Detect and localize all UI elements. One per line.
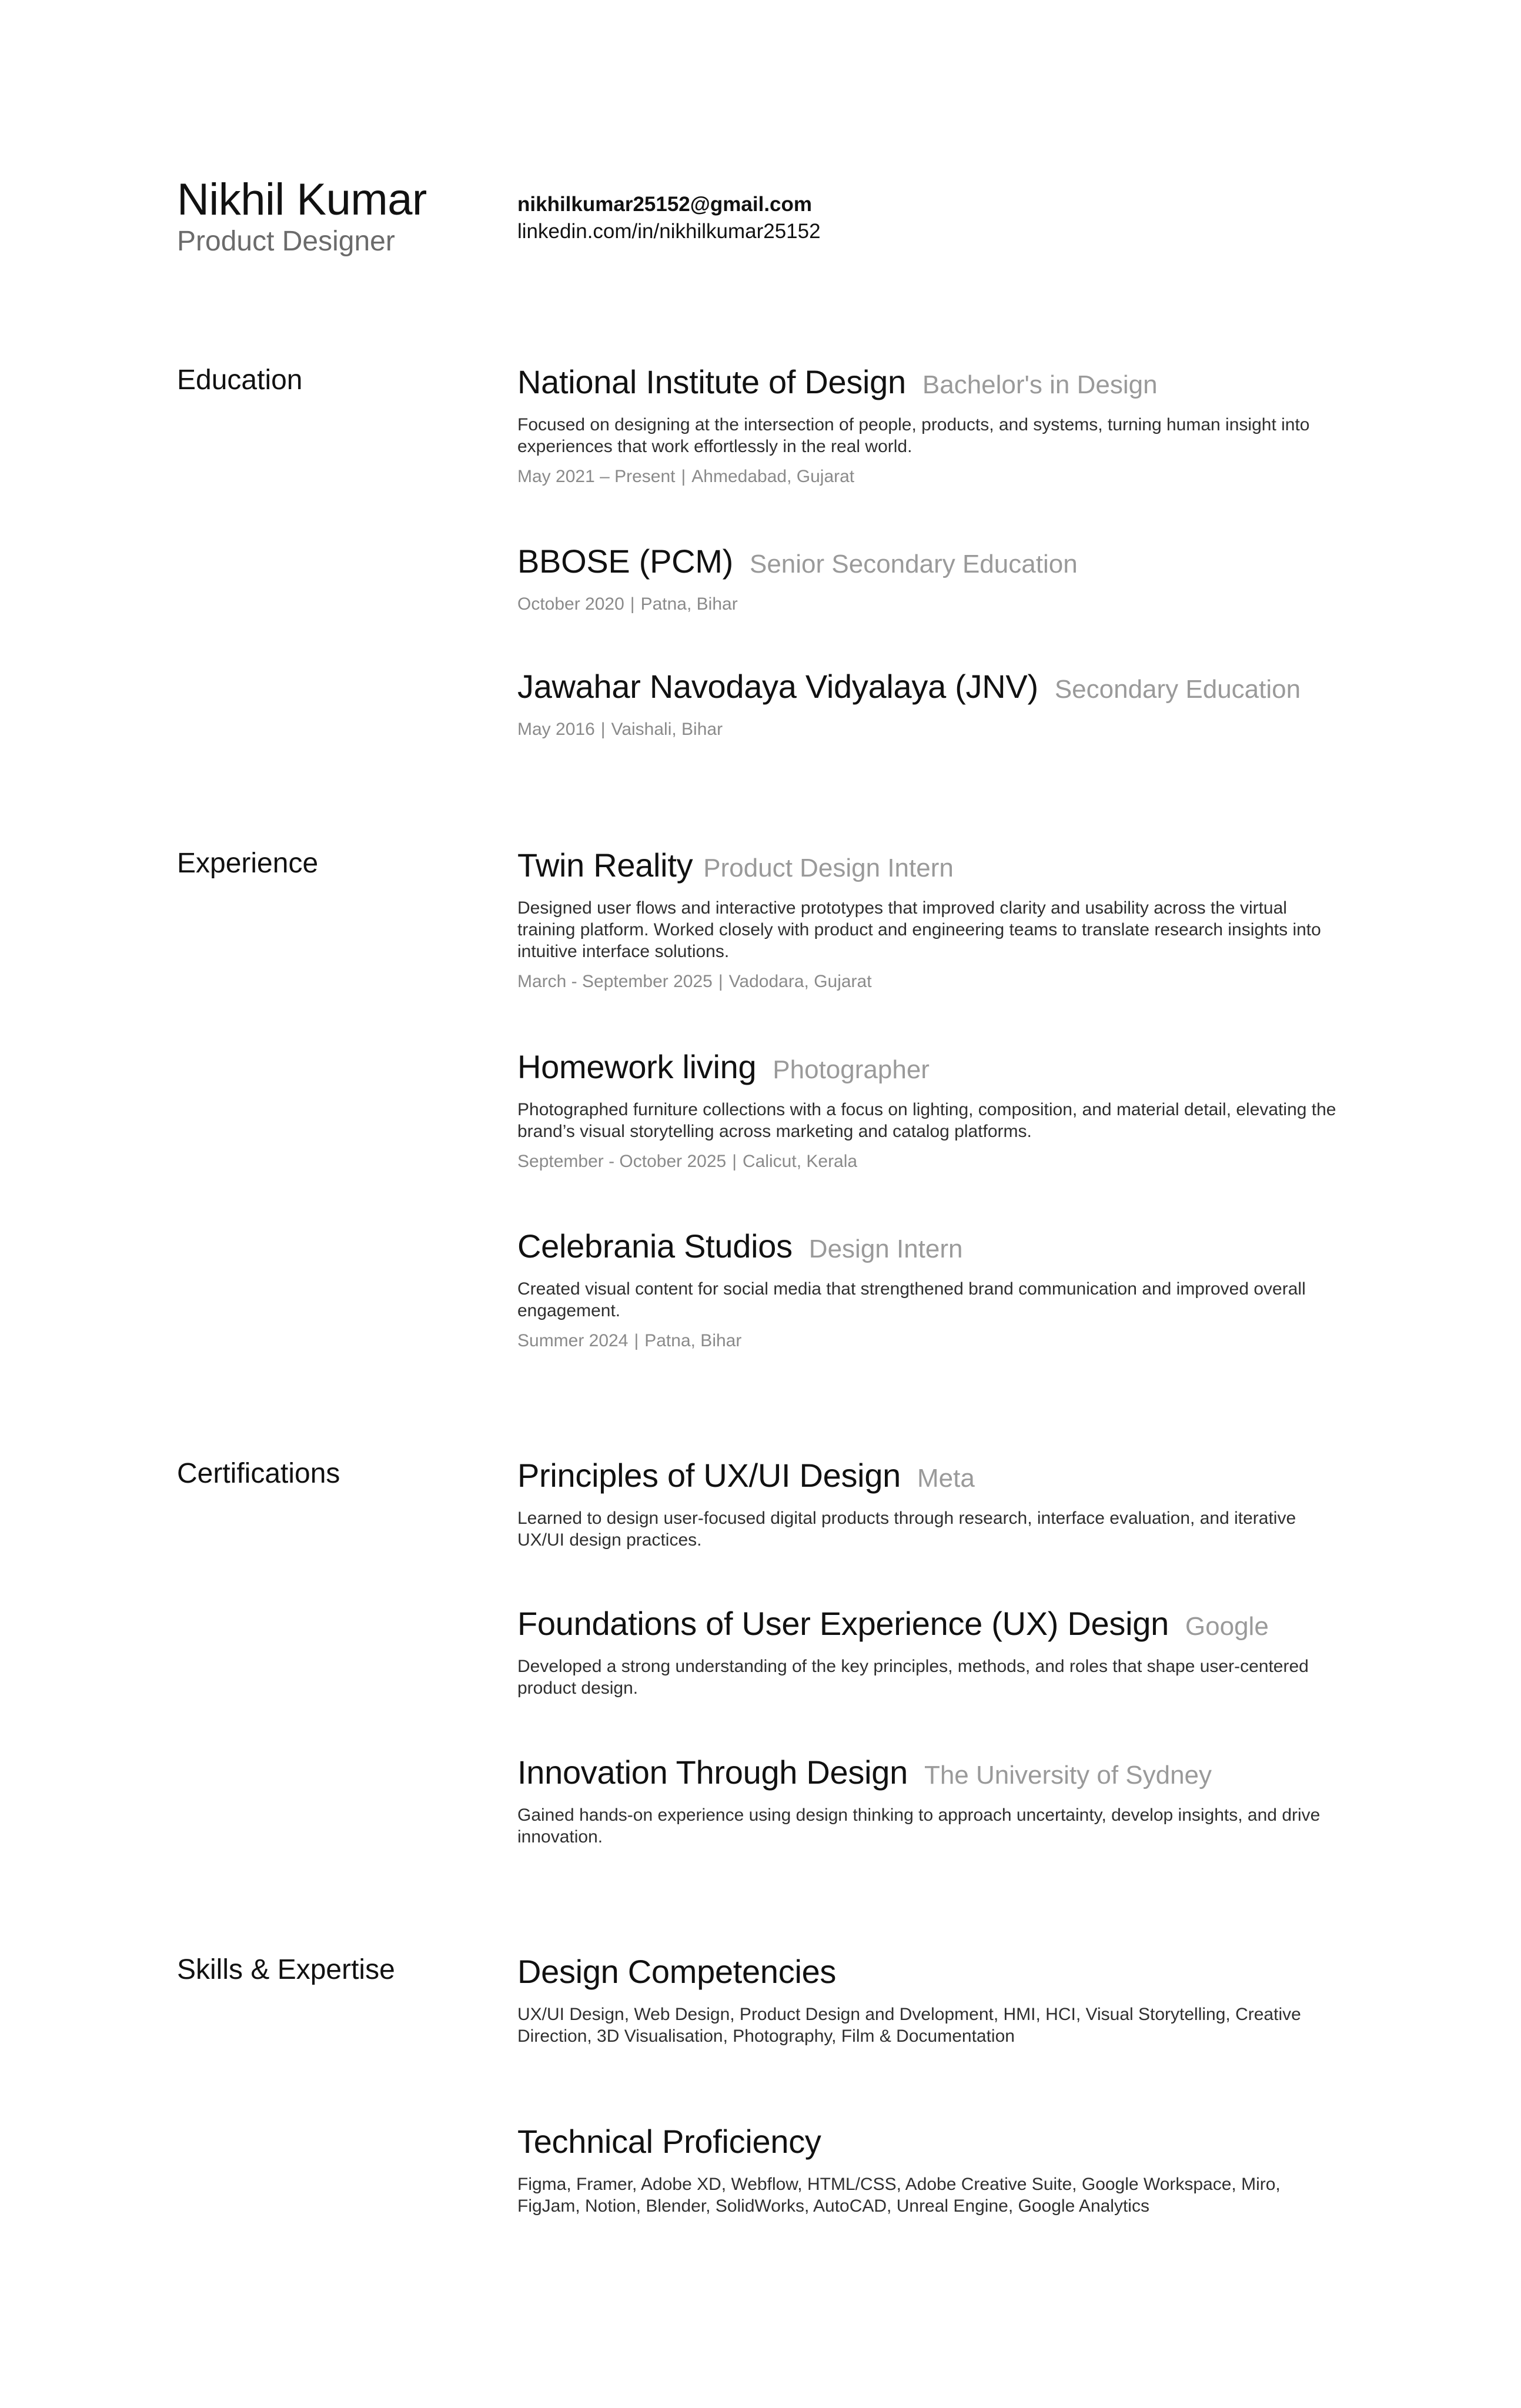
entry-subtitle: Senior Secondary Education: [749, 550, 1078, 578]
entry-description: Developed a strong understanding of the key principles, methods, and roles that shape user-centered product design.: [517, 1657, 1309, 1698]
entry-date: Summer 2024: [517, 1331, 629, 1351]
entry-description: Figma, Framer, Adobe XD, Webflow, HTML/CSS, Adobe Creative Suite, Google Workspace, Miro, FigJam, Notion, Blender, SolidWorks, AutoCAD, Unreal Engine, Google Analytics: [517, 2175, 1281, 2216]
certification-entry: [517, 1457, 1346, 1551]
entry-location: Patna, Bihar: [644, 1331, 742, 1351]
entry-subtitle: Secondary Education: [1054, 675, 1301, 704]
experience-entry: [517, 1048, 1346, 1172]
contact-block: [517, 191, 821, 245]
certification-entry: [517, 1605, 1346, 1699]
entry-subtitle: Google: [1185, 1612, 1269, 1641]
entry-subtitle: Photographer: [773, 1055, 930, 1084]
entry-subtitle: Product Design Intern: [703, 854, 954, 882]
entry-subtitle: Bachelor's in Design: [922, 370, 1158, 399]
entry-description: Gained hands-on experience using design thinking to approach uncertainty, develop insights, and drive innovation.: [517, 1805, 1321, 1847]
certification-entry: [517, 1754, 1346, 1848]
entry-title: Foundations of User Experience (UX) Design: [517, 1605, 1169, 1642]
entry-title: BBOSE (PCM): [517, 543, 733, 580]
entry-description: Created visual content for social media that strengthened brand communication and improved overall engagement.: [517, 1279, 1306, 1321]
email-link[interactable]: nikhilkumar25152@gmail.com: [517, 193, 813, 216]
entry-date: October 2020: [517, 594, 624, 614]
section-label-experience: Experience: [177, 848, 319, 879]
education-entry: [517, 363, 1346, 487]
entry-description: Learned to design user-focused digital products through research, interface evaluation, and iterative UX/UI design practices.: [517, 1509, 1296, 1550]
entry-description: UX/UI Design, Web Design, Product Design and Dvelopment, HMI, HCI, Visual Storytelling, Creative Direction, 3D Visualisation, Photography, Film & Documentation: [517, 2005, 1301, 2046]
section-label-certifications: Certifications: [177, 1458, 340, 1489]
entry-location: Patna, Bihar: [640, 594, 738, 614]
entry-description: Designed user flows and interactive prototypes that improved clarity and usability across the virtual training platform. Worked closely with product and engineering teams to translate research insights into intuitive interface solutions.: [517, 898, 1321, 962]
entry-meta: May 2016 | Vaishali, Bihar: [517, 720, 723, 740]
entry-title: Homework living: [517, 1048, 757, 1085]
entry-title: Design Competencies: [517, 1953, 837, 1990]
entry-title: Celebrania Studios: [517, 1228, 793, 1265]
entry-description: Focused on designing at the intersection of people, products, and systems, turning human insight into experiences that work effortlessly in the real world.: [517, 415, 1310, 457]
section-label-education: Education: [177, 364, 303, 396]
skills-entry: [517, 1953, 1346, 2047]
entry-title: Principles of UX/UI Design: [517, 1457, 901, 1494]
section-label-skills: Skills & Expertise: [177, 1954, 395, 1985]
entry-location: Vadodara, Gujarat: [728, 972, 872, 992]
education-entry: [517, 668, 1346, 740]
entry-meta: September - October 2025 | Calicut, Kerala: [517, 1152, 858, 1172]
entry-subtitle: The University of Sydney: [924, 1761, 1212, 1790]
entry-meta: March - September 2025 | Vadodara, Gujarat: [517, 972, 872, 992]
resume-role: Product Designer: [177, 226, 395, 257]
linkedin-link[interactable]: linkedin.com/in/nikhilkumar25152: [517, 220, 821, 243]
entry-meta: May 2021 – Present | Ahmedabad, Gujarat: [517, 467, 855, 487]
entry-date: September - October 2025: [517, 1152, 727, 1172]
entry-date: May 2021 – Present: [517, 467, 676, 487]
entry-meta: Summer 2024 | Patna, Bihar: [517, 1331, 742, 1351]
entry-subtitle: Meta: [917, 1464, 975, 1493]
entry-title: Jawahar Navodaya Vidyalaya (JNV): [517, 668, 1038, 705]
resume-name: Nikhil Kumar: [177, 175, 427, 225]
experience-entry: [517, 1228, 1346, 1352]
entry-meta: October 2020 | Patna, Bihar: [517, 594, 738, 614]
entry-location: Ahmedabad, Gujarat: [691, 467, 855, 487]
entry-title: Twin Reality: [517, 847, 693, 884]
entry-title: Technical Proficiency: [517, 2123, 821, 2160]
entry-title: National Institute of Design: [517, 363, 906, 400]
entry-location: Calicut, Kerala: [743, 1152, 858, 1172]
entry-location: Vaishali, Bihar: [611, 720, 723, 740]
entry-subtitle: Design Intern: [808, 1235, 963, 1263]
experience-entry: [517, 847, 1346, 992]
entry-date: May 2016: [517, 720, 595, 740]
entry-date: March - September 2025: [517, 972, 713, 992]
education-entry: [517, 543, 1346, 615]
entry-description: Photographed furniture collections with a focus on lighting, composition, and material detail, elevating the brand’s visual storytelling across marketing and catalog platforms.: [517, 1100, 1336, 1142]
skills-entry: [517, 2123, 1346, 2217]
entry-title: Innovation Through Design: [517, 1754, 908, 1791]
